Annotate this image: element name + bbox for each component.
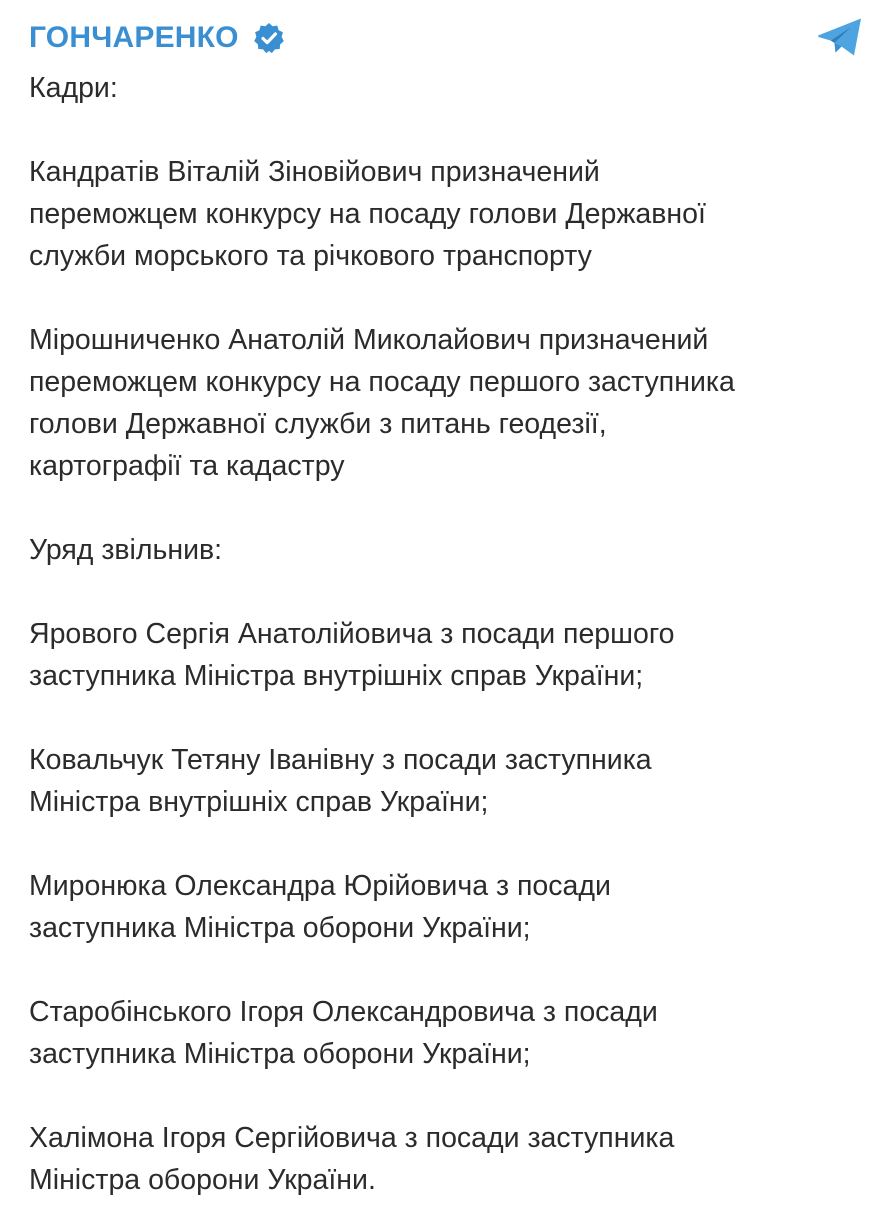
message-paragraph: Халімона Ігоря Сергійовича з посади заступника Міністра оборони України. bbox=[29, 1122, 675, 1196]
message-paragraph: Ковальчук Тетяну Іванівну з посади заступника Міністра внутрішніх справ України; bbox=[29, 744, 652, 818]
message-paragraph: Ярового Сергія Анатолійовича з посади першого заступника Міністра внутрішніх справ України; bbox=[29, 618, 675, 692]
verified-check-icon bbox=[252, 21, 286, 55]
message-paragraph: Мірошниченко Анатолій Миколайович призначений переможцем конкурсу на посаду першого заступника голови Державної служби з питань геодезії, картографії та кадастру bbox=[29, 324, 735, 482]
message-body bbox=[29, 67, 869, 1201]
telegram-icon[interactable] bbox=[816, 16, 864, 58]
channel-name[interactable]: ГОНЧАРЕНКО bbox=[29, 21, 239, 54]
message-paragraph: Старобінського Ігоря Олександровича з посади заступника Міністра оборони України; bbox=[29, 996, 658, 1070]
message-paragraph: Кандратів Віталій Зіновійович призначений переможцем конкурсу на посаду голови Державної служби морського та річкового транспорту bbox=[29, 156, 706, 272]
channel-header bbox=[29, 14, 286, 62]
message-paragraph: Кадри: bbox=[29, 72, 118, 104]
message-paragraph: Уряд звільнив: bbox=[29, 534, 223, 566]
message-paragraph: Миронюка Олександра Юрійовича з посади заступника Міністра оборони України; bbox=[29, 870, 611, 944]
